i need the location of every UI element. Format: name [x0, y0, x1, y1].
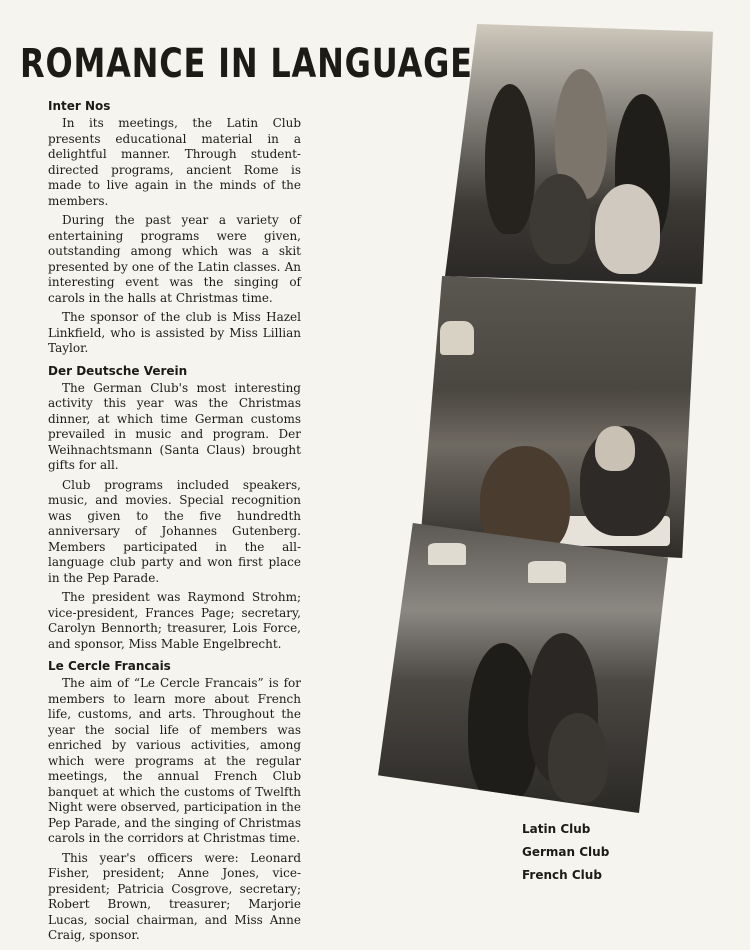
- paragraph: This year's officers were: Leonard Fisher, president; Anne Jones, vice-president; Patricia Cosgrove, secretary; Robert Brown, treasurer; Marjorie Lucas, social chairman, and Miss Anne Craig, sponsor.: [48, 850, 301, 942]
- paragraph: Club programs included speakers, music, and movies. Special recognition was given to the five hundredth anniversary of Johannes Gutenberg. Members participated in the all-language club party and won first place in the Pep Parade.: [48, 477, 301, 585]
- caption-german-club: German Club: [522, 845, 610, 859]
- paragraph: The sponsor of the club is Miss Hazel Linkfield, who is assisted by Miss Lillian Taylor.: [48, 310, 301, 355]
- lamp-shade: [428, 543, 466, 565]
- paragraph: In its meetings, the Latin Club presents educational material in a delightful manner. Through student-directed programs, ancient Rome is made to live again in the minds of the members.: [48, 116, 301, 208]
- section-le-cercle-francais: [48, 658, 301, 944]
- section-der-deutsche-verein: [48, 363, 301, 653]
- latin-club-photo: [445, 24, 713, 284]
- section-inter-nos: [48, 98, 301, 357]
- paragraph: The president was Raymond Strohm; vice-president, Frances Page; secretary, Carolyn Bennorth; treasurer, Lois Force, and sponsor, Miss Mable Engelbrecht.: [48, 590, 301, 651]
- photo-figure: [548, 713, 608, 803]
- section-heading: Le Cercle Francais: [48, 659, 171, 673]
- lamp-shade: [440, 321, 474, 355]
- photo-figure: [485, 84, 535, 234]
- lamp-shade: [528, 561, 566, 583]
- photo-face: [595, 426, 635, 471]
- section-heading: Der Deutsche Verein: [48, 363, 188, 378]
- article-column: [48, 98, 301, 950]
- photo-figure: [530, 174, 590, 264]
- paragraph: The German Club's most interesting activity this year was the Christmas dinner, at which time German customs prevailed in music and program. Der Weihnachtsmann (Santa Claus) brought gifts for all.: [48, 380, 301, 472]
- photo-captions: [522, 818, 702, 887]
- section-heading: Inter Nos: [48, 99, 111, 113]
- photo-figure: [595, 184, 660, 274]
- caption-french-club: French Club: [522, 868, 602, 882]
- paragraph: The aim of “Le Cercle Francais” is for members to learn more about French life, customs, and arts. Throughout the year the social life of members was enriched by various activities, among which were programs at the regular meetings, the annual French Club banquet at which the customs of Twelfth Night were observed, participation in the Pep Parade, and the singing of Christmas carols in the corridors at Christmas time.: [48, 676, 301, 845]
- page-title: ROMANCE IN LANGUAGE: [20, 41, 473, 87]
- paragraph: During the past year a variety of entertaining programs were given, outstanding among which was a skit presented by one of the Latin classes. An interesting event was the singing of carols in the halls at Christmas time.: [48, 213, 301, 305]
- german-club-photo: [420, 276, 696, 558]
- french-club-photo: [378, 523, 668, 813]
- caption-latin-club: Latin Club: [522, 822, 591, 836]
